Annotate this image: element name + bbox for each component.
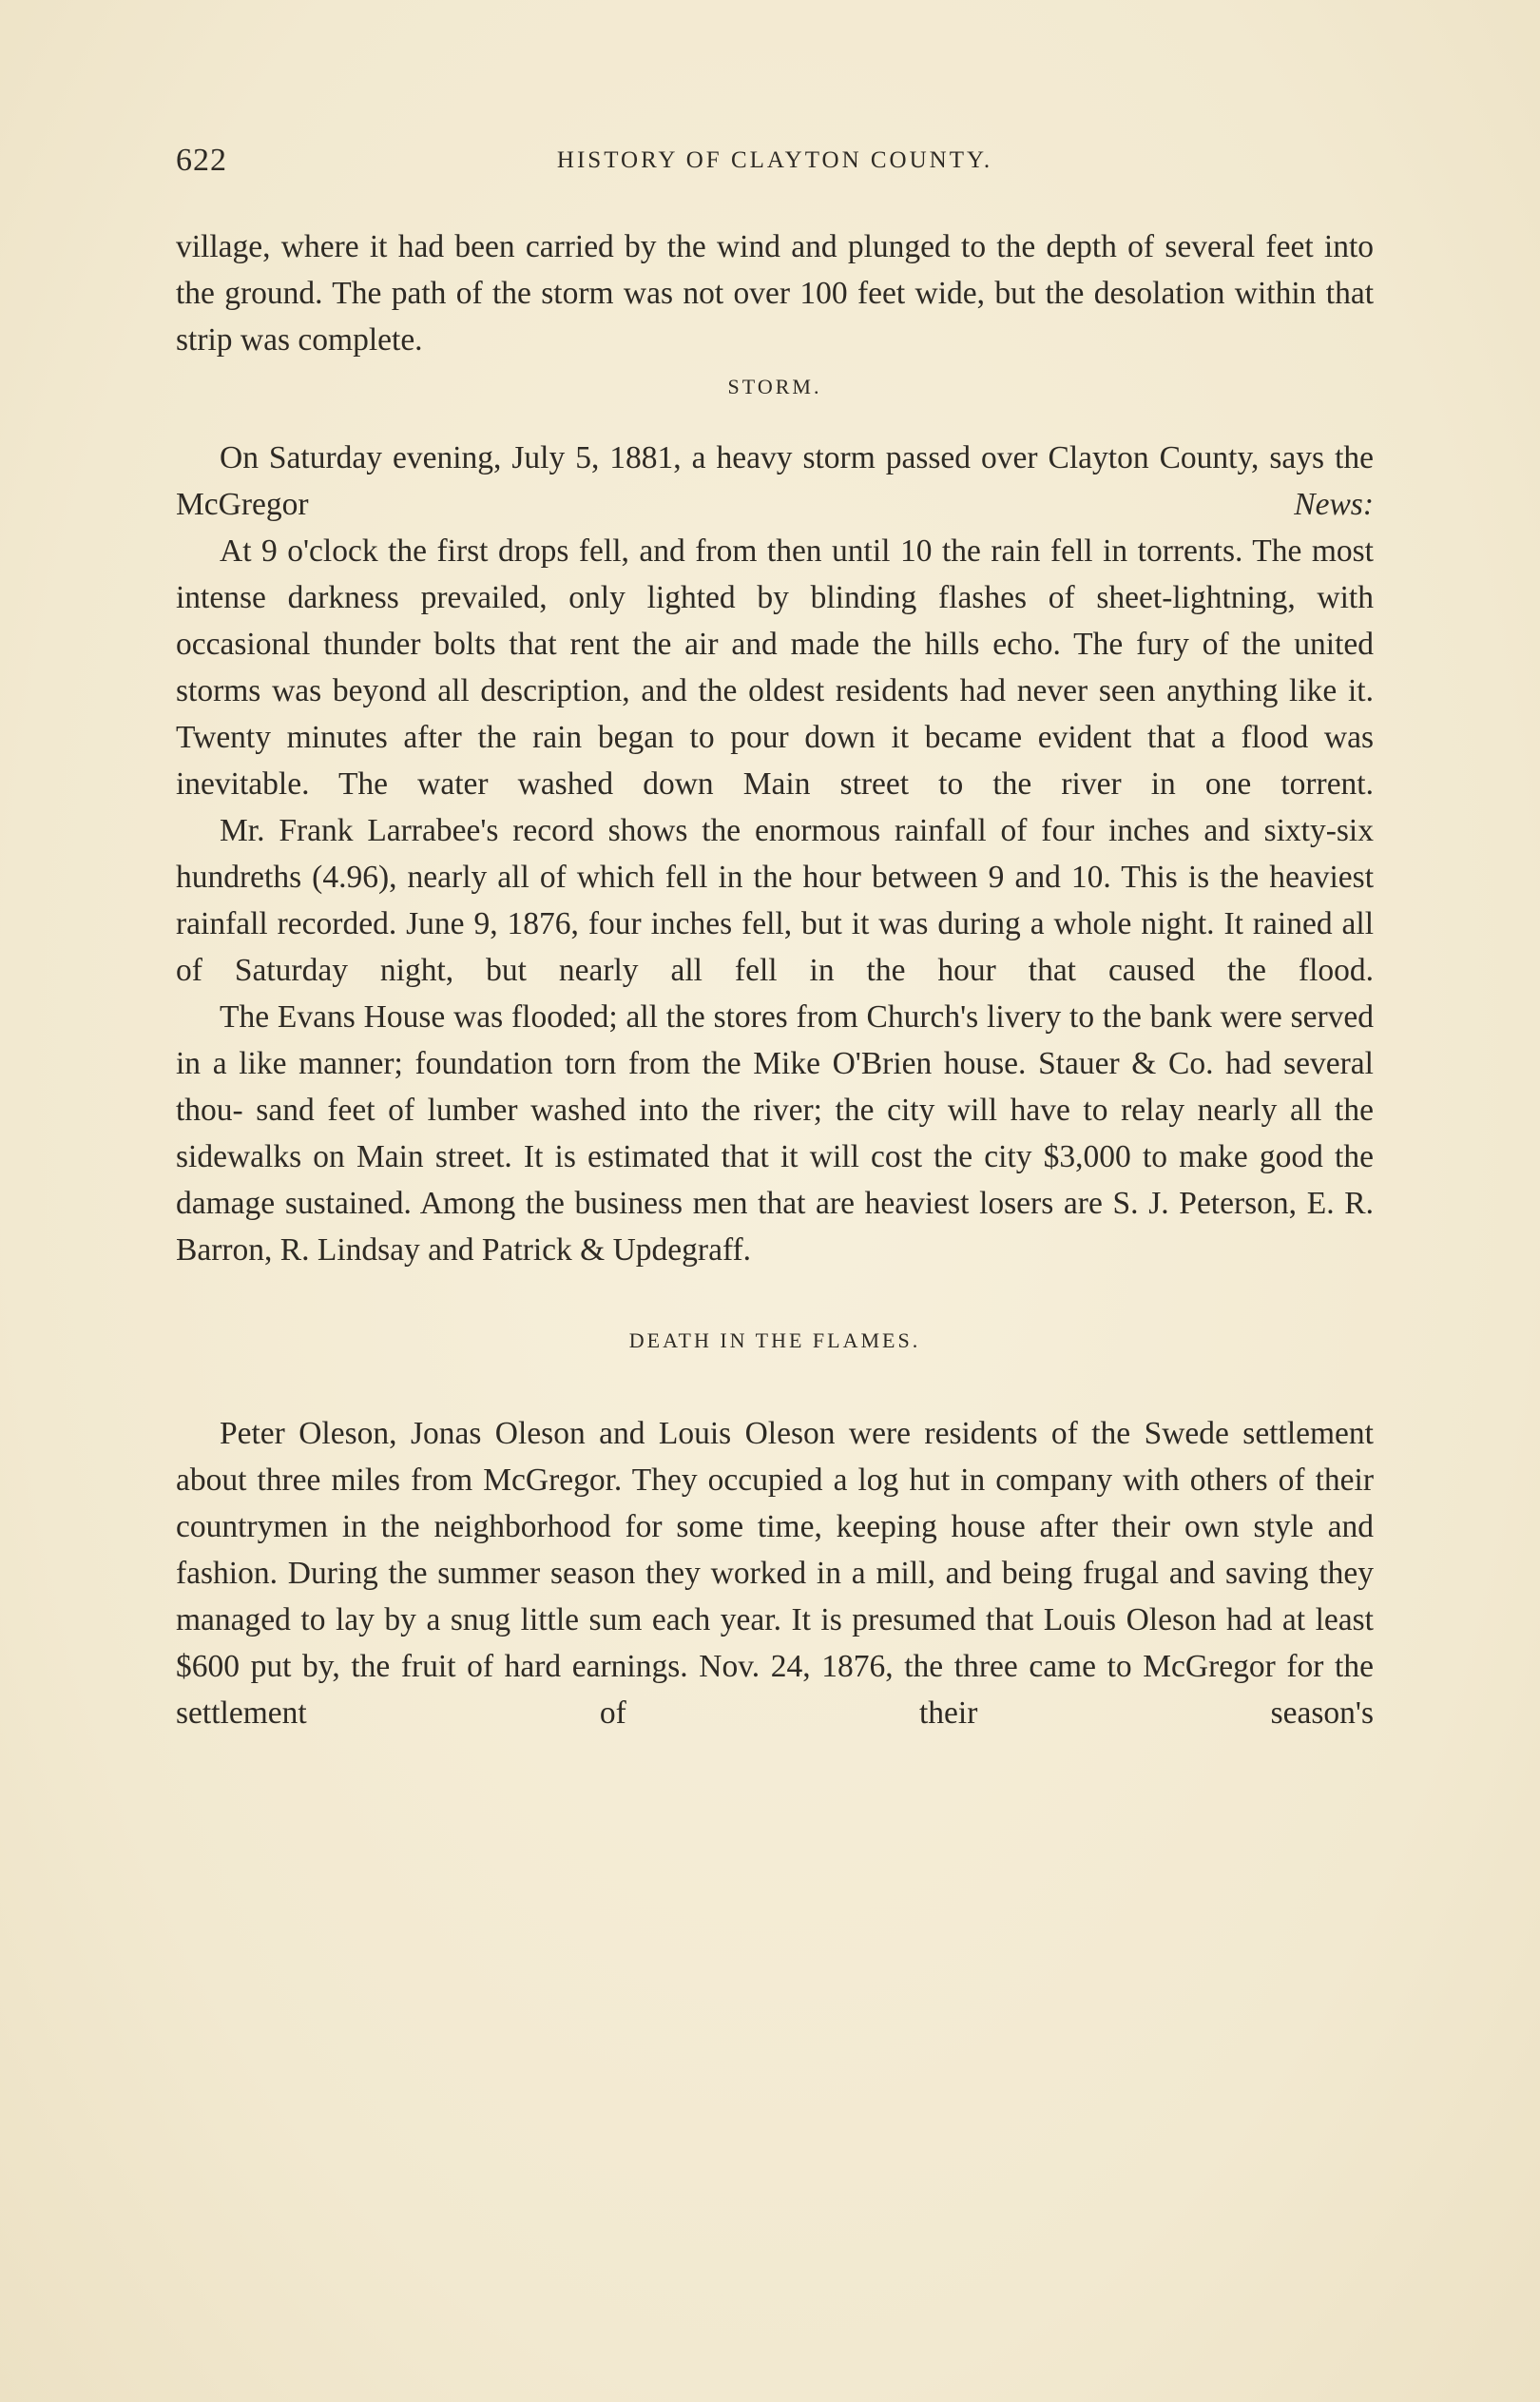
storm-intro-paragraph: [176, 435, 1374, 528]
newspaper-name: News:: [1294, 487, 1374, 522]
storm-intro-text: On Saturday evening, July 5, 1881, a heavy storm passed over Clayton County, says the McGregor: [176, 440, 1374, 522]
storm-paragraph-1: At 9 o'clock the first drops fell, and from then until 10 the rain fell in torrents. The most intense darkness prevailed, only lighted by blinding flashes of sheet-lightning, with occasional thunder bolts that rent the air and made the hills echo. The fury of the united storms was beyond all description, and the oldest residents had never seen anything like it. Twenty minutes after the rain began to pour down it became evident that a flood was inevitable. The water washed down Main street to the river in one torrent.: [176, 533, 1374, 802]
continuation-paragraph: village, where it had been carried by the wind and plunged to the depth of several feet into the ground. The path of the storm was not over 100 feet wide, but the desolation within that strip was complete.: [176, 229, 1374, 358]
page-number: 622: [176, 143, 227, 178]
death-paragraph: Peter Oleson, Jonas Oleson and Louis Oleson were residents of the Swede settlement about three miles from McGregor. They occupied a log hut in company with others of their countrymen in the neighborhood for some time, keeping house after their own style and fashion. During the summer season they worked in a mill, and being frugal and saving they managed to lay by a snug little sum each year. It is presumed that Louis Oleson had at least $600 put by, the fruit of hard earnings. Nov. 24, 1876, the three came to McGregor for the settlement of their season's: [176, 1416, 1374, 1731]
section-heading-death-in-the-flames: DEATH IN THE FLAMES.: [628, 1328, 921, 1352]
page-body: [176, 223, 1374, 1736]
storm-paragraph-2: Mr. Frank Larrabee's record shows the enormous rainfall of four inches and sixty-six hundreths (4.96), nearly all of which fell in the hour between 9 and 10. This is the heaviest rainfall recorded. June 9, 1876, four inches fell, but it was during a whole night. It rained all of Saturday night, but nearly all fell in the hour that caused the flood.: [176, 813, 1374, 988]
storm-paragraph-3: The Evans House was flooded; all the stores from Church's livery to the bank were served in a like manner; foundation torn from the Mike O'Brien house. Stauer & Co. had several thou- sand feet of lumber washed into the river; the city will have to relay nearly all the sidewalks on Main street. It is estimated that it will cost the city $3,000 to make good the damage sustained. Among the business men that are heaviest losers are S. J. Peterson, E. R. Barron, R. Lindsay and Patrick & Updegraff.: [176, 999, 1374, 1268]
running-title: HISTORY OF CLAYTON COUNTY.: [556, 147, 993, 173]
page-header: [176, 143, 1374, 184]
section-heading-storm: STORM.: [727, 375, 822, 398]
